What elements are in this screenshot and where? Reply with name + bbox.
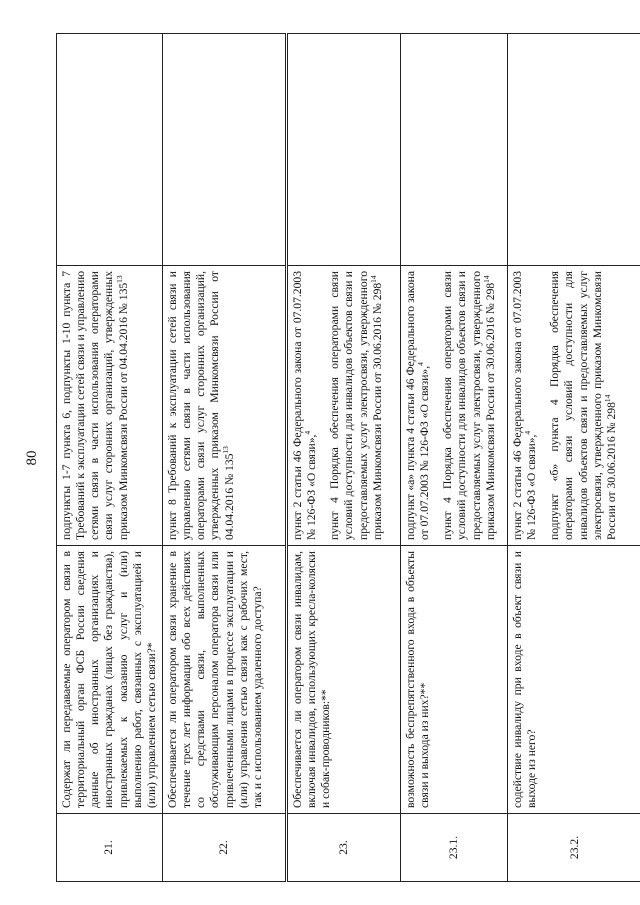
legal-reference-cell bbox=[57, 266, 163, 546]
footnote-marker: 14 bbox=[481, 275, 491, 283]
empty-cell bbox=[57, 34, 163, 266]
row-number: 21. bbox=[57, 814, 163, 882]
legal-reference: подпункт «а» пункта 4 статьи 46 Федерального закона от 07.07.2003 № 126-ФЗ «О связи»,$^4$ bbox=[403, 271, 432, 540]
row-number: 22. bbox=[162, 814, 286, 882]
footnote-marker: 4 bbox=[303, 430, 313, 435]
footnote-marker: 14 bbox=[368, 275, 378, 283]
empty-cell bbox=[286, 34, 400, 266]
legal-reference: пункт 4 Порядка обеспечения операторами связи условий доступности для инвалидов объектов связи и предоставляемых услуг электросвязи, утвержденного приказом Минкомсвязи России от 30.06.2016 № $298^{14}$ bbox=[328, 271, 384, 540]
empty-cell bbox=[507, 34, 640, 266]
legal-reference: пункт 2 статьи 46 Федерального закона от 07.07.2003 № 126-ФЗ «О связи»,$^4$ bbox=[510, 271, 539, 540]
table-row bbox=[507, 34, 640, 882]
question-cell: содействие инвалиду при входе в объект связи и выходе из него? bbox=[507, 546, 640, 814]
legal-reference: пункт 2 статьи 46 Федерального закона от 07.07.2003 № 126-ФЗ «О связи»,$^4$ bbox=[290, 271, 319, 540]
legal-reference-cell bbox=[286, 266, 400, 546]
footnote-marker: 14 bbox=[602, 394, 612, 403]
legal-reference: подпункты 1-7 пункта 6, подпункты 1-10 пункта 7 Требований к эксплуатации сетей связи и управлению сетями связи в части использования операторами связи услуг сторонних организаций, утвержденных приказом Минкомсвязи России от 04.04.2016 № $135^{13}$ bbox=[60, 271, 130, 540]
legal-reference: подпункт «б» пункта 4 Порядка обеспечения операторами связи условий доступности для инвалидов объектов связи и предоставляемых услуг электросвязи, утвержденного приказом Минкомсвязи России от 30.06.2016 № $298^{14}$ bbox=[548, 271, 618, 540]
row-number: 23.2. bbox=[507, 814, 640, 882]
legal-reference: пункт 8 Требований к эксплуатации сетей связи и управлению сетями связи в части использования операторами связи услуг сторонних организаций, утвержденных приказом Минкомсвязи России от 04.04.2016 № $135^{13}$ bbox=[165, 271, 236, 540]
checklist-table bbox=[56, 33, 640, 882]
question-cell: Обеспечивается ли оператором связи инвалидам, включая инвалидов, использующих кресла-коляски и собак-проводников:** bbox=[286, 546, 400, 814]
footnote-marker: 13 bbox=[114, 275, 124, 283]
legal-reference-cell bbox=[400, 266, 507, 546]
rotated-page bbox=[14, 24, 626, 892]
page-number: 80 bbox=[24, 450, 40, 466]
legal-reference: пункт 4 Порядка обеспечения операторами связи условий доступности для инвалидов объектов связи и предоставляемых услуг электросвязи, утвержденного приказом Минкомсвязи России от 30.06.2016 № $298^{14}$ bbox=[441, 271, 497, 540]
empty-cell bbox=[162, 34, 286, 266]
table-row bbox=[162, 34, 286, 882]
table-row bbox=[286, 34, 400, 882]
question-cell: Обеспечивается ли оператором связи хранение в течение трех лет информации обо всех действиях со средствами связи, выполненных обслуживающим персоналом оператора связи или привлеченными лицами в процессе эксплуатации и (или) управления сетью связи как с рабочих мест, так и с использованием удаленного доступа? bbox=[162, 546, 286, 814]
question-cell: Содержат ли передаваемые оператором связи в территориальный орган ФСБ России сведения данные об иностранных организациях и иностранных гражданах (лицах без гражданства), привлекаемых к оказанию услуг и (или) выполнению работ, связанных с эксплуатацией и (или) управлением сетью связи?* bbox=[57, 546, 163, 814]
row-number: 23.1. bbox=[400, 814, 507, 882]
empty-cell bbox=[400, 34, 507, 266]
footnote-marker: 4 bbox=[416, 362, 426, 366]
footnote-marker: 13 bbox=[220, 446, 230, 454]
row-number: 23. bbox=[286, 814, 400, 882]
footnote-marker: 4 bbox=[523, 430, 533, 435]
table-row bbox=[400, 34, 507, 882]
question-cell: возможность беспрепятственного входа в объекты связи и выхода из них?** bbox=[400, 546, 507, 814]
legal-reference-cell bbox=[162, 266, 286, 546]
legal-reference-cell bbox=[507, 266, 640, 546]
table-row bbox=[57, 34, 163, 882]
